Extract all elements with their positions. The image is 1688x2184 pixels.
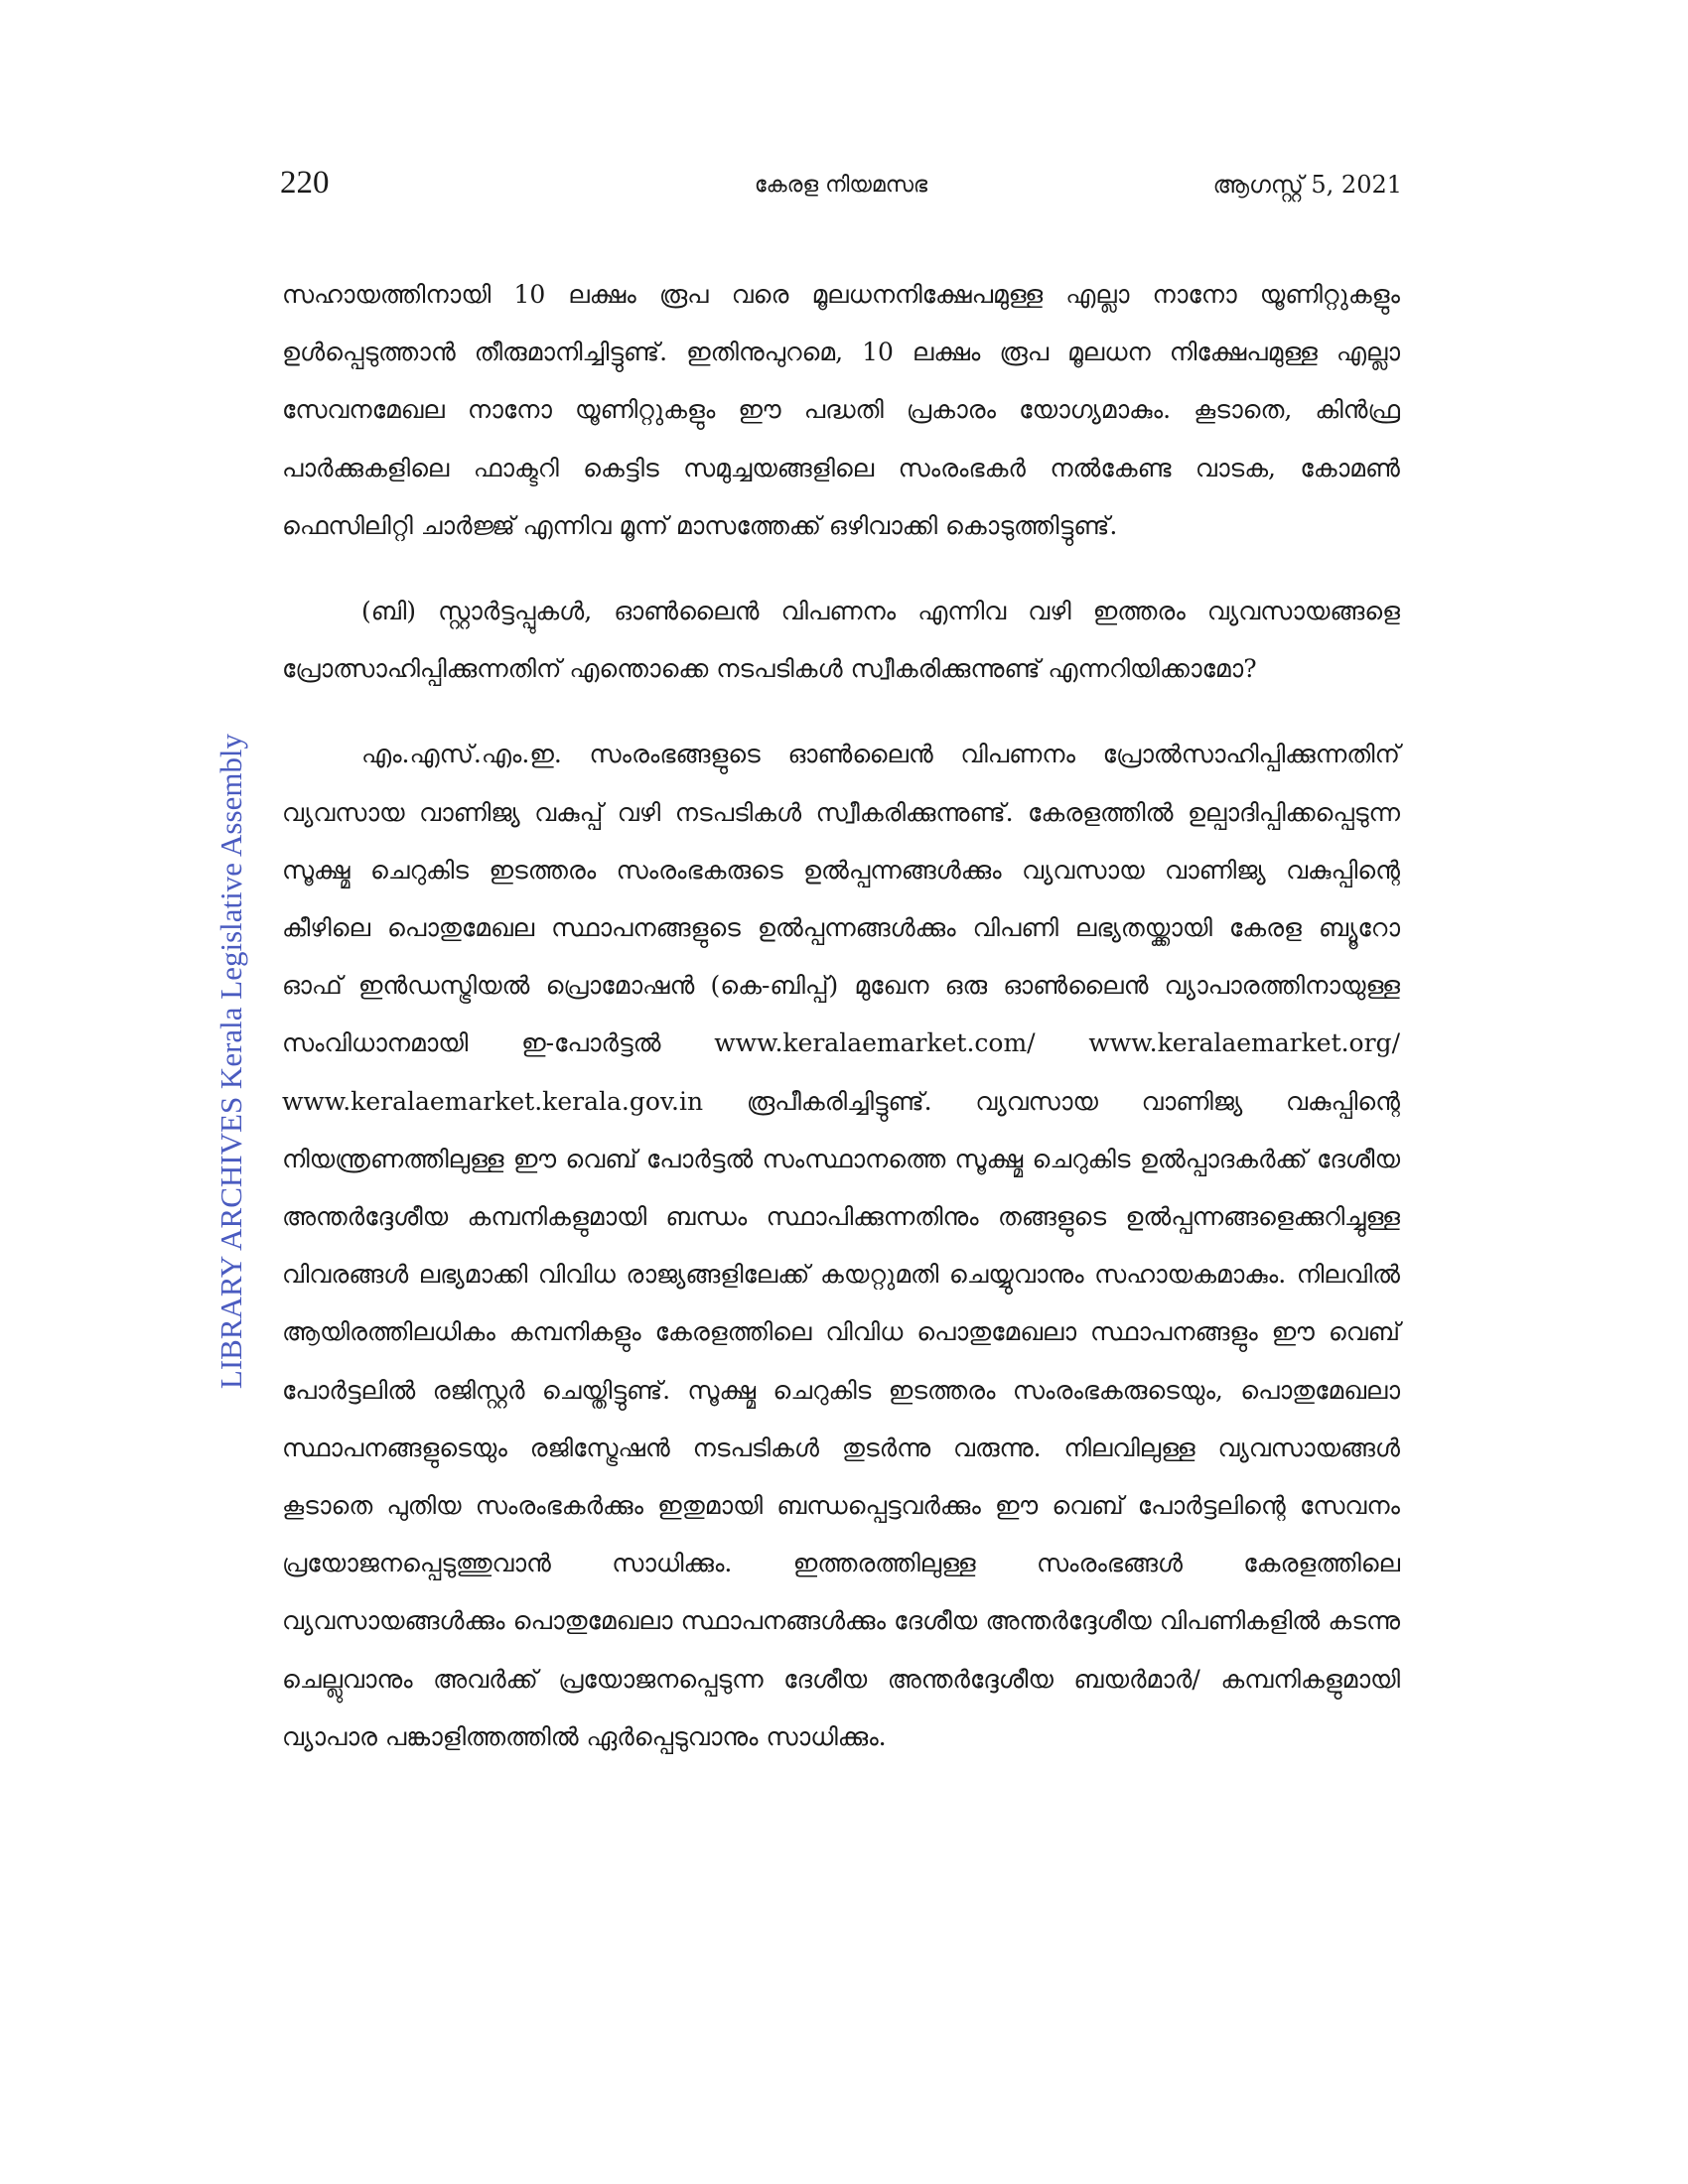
running-title: കേരള നിയമസഭ <box>754 173 928 198</box>
header-date: ആഗസ്റ്റ് 5, 2021 <box>1212 171 1402 199</box>
continued-paragraph: സഹായത്തിനായി 10 ലക്ഷം രൂപ വരെ മൂലധനനിക്ഷേപമുള്ള എല്ലാ നാനോ യൂണിറ്റുകളും ഉൾപ്പെടുത്താൻ തീരുമാനിച്ചിട്ടുണ്ട്. ഇതിനുപുറമെ, 10 ലക്ഷം രൂപ മൂലധന നിക്ഷേപമുള്ള എല്ലാ സേവനമേഖല നാനോ യൂണിറ്റുകളും ഈ പദ്ധതി പ്രകാരം യോഗ്യമാകും. കൂടാതെ, കിൻഫ്ര പാർക്കുകളിലെ ഫാക്ടറി കെട്ടിട സമുച്ചയങ്ങളിലെ സംരംഭകർ നൽകേണ്ട വാടക, കോമൺ ഫെസിലിറ്റി ചാർജ്ജ് എന്നിവ മൂന്ന് മാസത്തേക്ക് ഒഴിവാക്കി കൊടുത്തിട്ടുണ്ട്. <box>282 280 1400 540</box>
question-paragraph: (ബി) സ്റ്റാർട്ടപ്പുകൾ, ഓൺലൈൻ വിപണനം എന്നിവ വഴി ഇത്തരം വ്യവസായങ്ങളെ പ്രോത്സാഹിപ്പിക്കുന്നതിന് എന്തൊക്കെ നടപടികൾ സ്വീകരിക്കുന്നുണ്ട് എന്നറിയിക്കാമോ? <box>282 597 1400 684</box>
page-number: 220 <box>280 165 330 201</box>
archive-watermark: LIBRARY ARCHIVES Kerala Legislative Assembly <box>213 733 248 1390</box>
document-body <box>282 266 1400 1766</box>
answer-paragraph: എം.എസ്.എം.ഇ. സംരംഭങ്ങളുടെ ഓൺലൈൻ വിപണനം പ്രോൽസാഹിപ്പിക്കുന്നതിന് വ്യവസായ വാണിജ്യ വകുപ്പ് വഴി നടപടികൾ സ്വീകരിക്കുന്നുണ്ട്. കേരളത്തിൽ ഉല്പാദിപ്പിക്കപ്പെടുന്ന സൂക്ഷ്മ ചെറുകിട ഇടത്തരം സംരംഭകരുടെ ഉൽപ്പന്നങ്ങൾക്കും വ്യവസായ വാണിജ്യ വകുപ്പിന്റെ കീഴിലെ പൊതുമേഖല സ്ഥാപനങ്ങളുടെ ഉൽപ്പന്നങ്ങൾക്കും വിപണി ലഭ്യതയ്ക്കായി കേരള ബ്യൂറോ ഓഫ് ഇൻഡസ്ട്രിയൽ പ്രൊമോഷൻ (കെ-ബിപ്പ്) മുഖേന ഒരു ഓൺലൈൻ വ്യാപാരത്തിനായുള്ള സംവിധാനമായി ഇ-പോർട്ടൽ www.keralaemarket.com/ www.keralaemarket.org/ www.keralaemarket.kerala.gov.in രൂപീകരിച്ചിട്ടുണ്ട്. വ്യവസായ വാണിജ്യ വകുപ്പിന്റെ നിയന്ത്രണത്തിലുള്ള ഈ വെബ് പോർട്ടൽ സംസ്ഥാനത്തെ സൂക്ഷ്മ ചെറുകിട ഉൽപ്പാദകർക്ക് ദേശീയ അന്തർദ്ദേശീയ കമ്പനികളുമായി ബന്ധം സ്ഥാപിക്കുന്നതിനും തങ്ങളുടെ ഉൽപ്പന്നങ്ങളെക്കുറിച്ചുള്ള വിവരങ്ങൾ ലഭ്യമാക്കി വിവിധ രാജ്യങ്ങളിലേക്ക് കയറ്റുമതി ചെയ്യുവാനും സഹായകമാകും. നിലവിൽ ആയിരത്തിലധികം കമ്പനികളും കേരളത്തിലെ വിവിധ പൊതുമേഖലാ സ്ഥാപനങ്ങളും ഈ വെബ് പോർട്ടലിൽ രജിസ്റ്റർ ചെയ്തിട്ടുണ്ട്. സൂക്ഷ്മ ചെറുകിട ഇടത്തരം സംരംഭകരുടെയും, പൊതുമേഖലാ സ്ഥാപനങ്ങളുടെയും രജിസ്ട്രേഷൻ നടപടികൾ തുടർന്നു വരുന്നു. നിലവിലുള്ള വ്യവസായങ്ങൾ കൂടാതെ പുതിയ സംരംഭകർക്കും ഇതുമായി ബന്ധപ്പെട്ടവർക്കും ഈ വെബ് പോർട്ടലിന്റെ സേവനം പ്രയോജനപ്പെടുത്തുവാൻ സാധിക്കും. ഇത്തരത്തിലുള്ള സംരംഭങ്ങൾ കേരളത്തിലെ വ്യവസായങ്ങൾക്കും പൊതുമേഖലാ സ്ഥാപനങ്ങൾക്കും ദേശീയ അന്തർദ്ദേശീയ വിപണികളിൽ കടന്നു ചെല്ലുവാനും അവർക്ക് പ്രയോജനപ്പെടുന്ന ദേശീയ അന്തർദ്ദേശീയ ബയർമാർ/ കമ്പനികളുമായി വ്യാപാര പങ്കാളിത്തത്തിൽ ഏർപ്പെടുവാനും സാധിക്കും. <box>282 740 1400 1751</box>
page-header <box>280 165 1402 208</box>
